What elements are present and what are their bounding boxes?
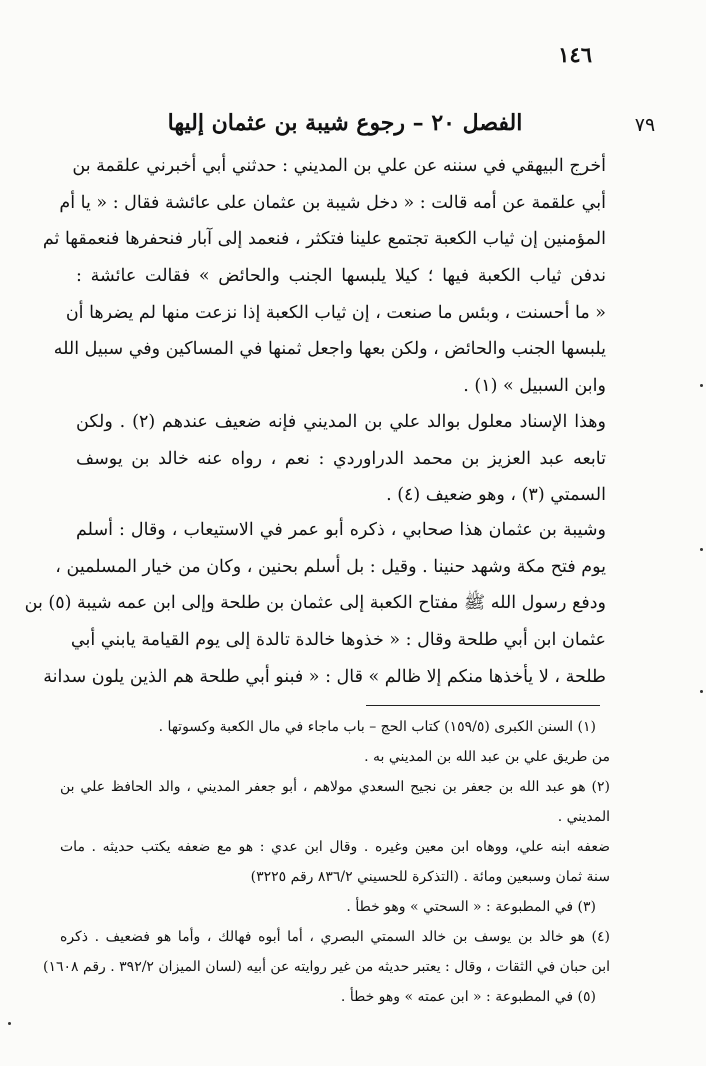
scan-speck: [700, 384, 703, 387]
footnote-line: ابن حبان في الثقات ، وقال : يعتبر حديثه من غير روايته عن أبيه (لسان الميزان ٣٩٢/٢ . رقم ١٦٠٨): [43, 959, 610, 975]
text-line: وهذا الإسناد معلول بوالد علي بن المديني فإنه ضعيف عندهم (٢) . ولكن: [76, 412, 606, 432]
footnote-line: (٤) هو خالد بن يوسف بن خالد السمتي البصري ، أما أبوه فهالك ، وأما هو فضعيف . ذكره: [60, 929, 610, 945]
text-line: المؤمنين إن ثياب الكعبة تجتمع علينا فتكثر ، فنعمد إلى آبار فنحفرها فنعمقها ثم: [42, 229, 606, 250]
hadith-number: ٧٩: [634, 114, 656, 136]
footnote-line: ضعفه ابنه علي، ووهاه ابن معين وغيره . وقال ابن عدي : هو مع ضعفه يكتب حديثه . مات: [60, 839, 610, 855]
text-line: السمتي (٣) ، وهو ضعيف (٤) .: [386, 485, 606, 506]
text-line: أبي علقمة عن أمه قالت : « دخل شيبة بن عثمان على عائشة فقال : « يا أم: [59, 192, 606, 213]
text-line: وشيبة بن عثمان هذا صحابي ، ذكره أبو عمر في الاستيعاب ، وقال : أسلم: [76, 520, 606, 540]
paragraph-2: [76, 404, 606, 514]
text-line: « ما أحسنت ، وبئس ما صنعت ، إن ثياب الكعبة إذا نزعت منها لم يضرها أن: [65, 302, 606, 323]
footnote-line: سنة ثمان وسبعين ومائة . (التذكرة للحسيني ٨٣٦/٢ رقم ٣٢٢٥): [250, 869, 610, 885]
scan-speck: [8, 1022, 11, 1025]
footnote-line: المديني .: [557, 809, 610, 825]
footnote-line: (١) السنن الكبرى (١٥٩/٥) كتاب الحج – باب ماجاء في مال الكعبة وكسوتها .: [158, 719, 596, 735]
footnote-divider: [366, 705, 600, 706]
text-line: يوم فتح مكة وشهد حنينا . وقيل : بل أسلم بحنين ، وكان من خيار المسلمين ،: [55, 556, 606, 577]
page-number: ١٤٦: [558, 42, 592, 67]
footnote-line: (٥) في المطبوعة : « ابن عمته » وهو خطأ .: [340, 989, 596, 1005]
text-line: تابعه عبد العزيز بن محمد الدراوردي : نعم ، رواه عنه خالد بن يوسف: [76, 448, 606, 469]
footnotes: [43, 712, 610, 1012]
text-line: عثمان ابن أبي طلحة وقال : « خذوها خالدة تالدة إلى يوم القيامة يابني أبي: [70, 630, 606, 651]
paragraph-1: [42, 148, 606, 405]
footnote-line: (٢) هو عبد الله بن جعفر بن نجيح السعدي مولاهم ، أبو جعفر المديني ، والد الحافظ علي بن: [60, 779, 610, 795]
text-line: يلبسها الجنب والحائض ، ولكن بعها واجعل ثمنها في المساكين وفي سبيل الله: [53, 339, 606, 360]
scan-speck: [700, 690, 703, 693]
text-line: ودفع رسول الله ﷺ مفتاح الكعبة إلى عثمان بن طلحة وإلى ابن عمه شيبة (٥) بن: [24, 593, 606, 614]
paragraph-3: [24, 512, 606, 695]
text-line: وابن السبيل » (١) .: [463, 376, 606, 397]
text-line: أخرج البيهقي في سننه عن علي بن المديني : حدثني أبي أخبرني علقمة بن: [72, 156, 606, 176]
text-line: طلحة ، لا يأخذها منكم إلا ظالم » قال : « فبنو أبي طلحة هم الذين يلون سدانة: [43, 666, 606, 687]
text-line: ندفن ثياب الكعبة فيها ؛ كيلا يلبسها الجنب والحائض » فقالت عائشة :: [76, 266, 606, 287]
footnote-line: (٣) في المطبوعة : « السحتي » وهو خطأ .: [346, 899, 596, 915]
chapter-title: الفصل ٢٠ – رجوع شيبة بن عثمان إليها: [167, 110, 523, 136]
footnote-line: من طريق علي بن عبد الله بن المديني به .: [364, 749, 610, 765]
scan-speck: [700, 548, 703, 551]
